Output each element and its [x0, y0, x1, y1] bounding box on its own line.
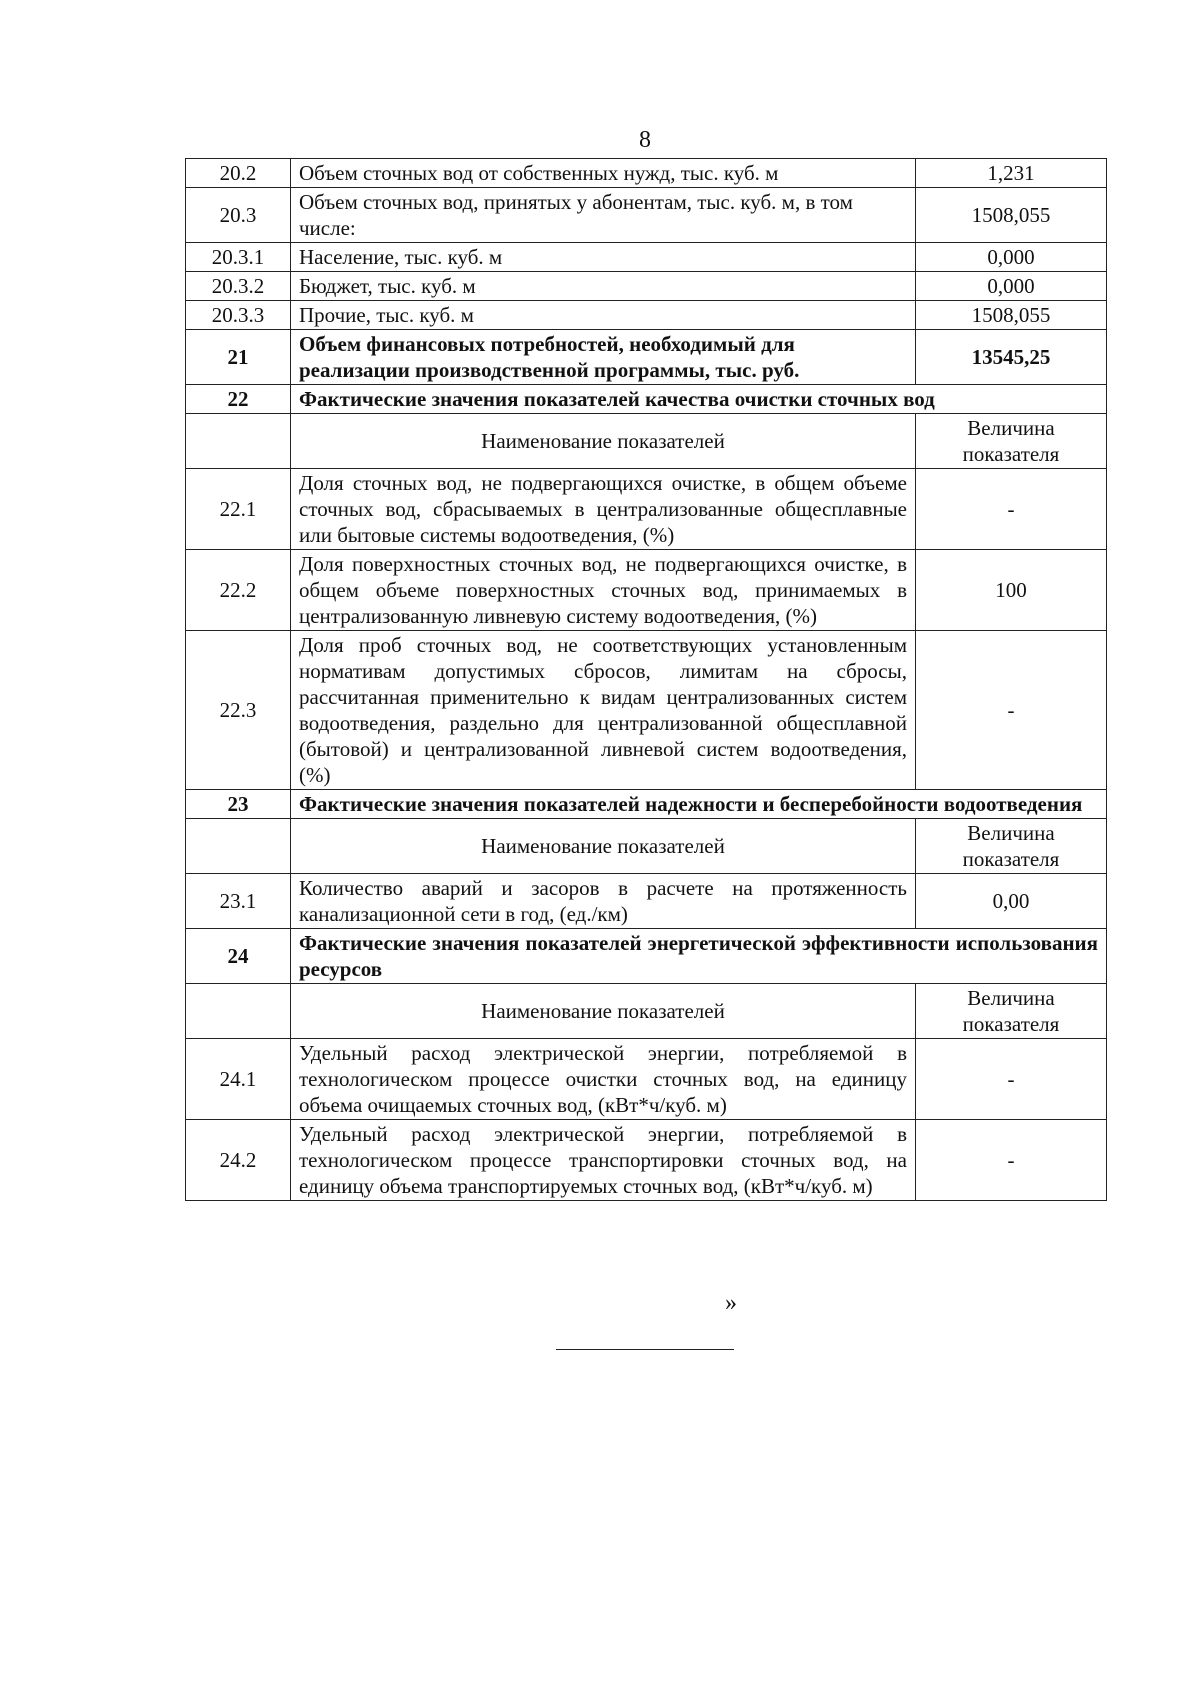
table-row [186, 272, 1107, 301]
row-number: 22.1 [186, 469, 291, 550]
column-header-row [186, 414, 1107, 469]
row-value: - [916, 469, 1107, 550]
table-row [186, 330, 1107, 385]
row-number: 20.3.2 [186, 272, 291, 301]
closing-quote: » [725, 1290, 737, 1316]
table-row [186, 469, 1107, 550]
row-name: Прочие, тыс. куб. м [291, 301, 916, 330]
row-number: 22.2 [186, 550, 291, 631]
row-value: 0,000 [916, 272, 1107, 301]
row-value: - [916, 1120, 1107, 1201]
row-number: 22.3 [186, 631, 291, 790]
row-number: 23.1 [186, 874, 291, 929]
column-header-row [186, 984, 1107, 1039]
value-column-header: Величина показателя [916, 984, 1107, 1039]
row-value: 13545,25 [916, 330, 1107, 385]
table-row [186, 1120, 1107, 1201]
row-value: 0,000 [916, 243, 1107, 272]
row-name: Объем сточных вод, принятых у абонентам, тыс. куб. м, в том числе: [291, 188, 916, 243]
row-number: 20.3 [186, 188, 291, 243]
section-heading-row [186, 790, 1107, 819]
indicators-table [185, 158, 1107, 1201]
row-number: 24.2 [186, 1120, 291, 1201]
table-row [186, 159, 1107, 188]
name-column-header: Наименование показателей [291, 414, 916, 469]
row-value: - [916, 1039, 1107, 1120]
row-value: 1508,055 [916, 188, 1107, 243]
section-heading: Фактические значения показателей качества очистки сточных вод [291, 385, 1107, 414]
empty-cell [186, 984, 291, 1039]
row-name: Объем финансовых потребностей, необходимый для реализации производственной программы, тыс. руб. [291, 330, 916, 385]
value-column-header: Величина показателя [916, 819, 1107, 874]
name-column-header: Наименование показателей [291, 819, 916, 874]
row-name: Удельный расход электрической энергии, потребляемой в технологическом процессе транспортировки сточных вод, на единицу объема транспортируемых сточных вод, (кВт*ч/куб. м) [291, 1120, 916, 1201]
row-name: Доля поверхностных сточных вод, не подвергающихся очистке, в общем объеме поверхностных сточных вод, принимаемых в централизованную ливневую систему водоотведения, (%) [291, 550, 916, 631]
section-heading-row [186, 929, 1107, 984]
row-value: 100 [916, 550, 1107, 631]
section-number: 23 [186, 790, 291, 819]
row-value: 1508,055 [916, 301, 1107, 330]
table-row [186, 874, 1107, 929]
empty-cell [186, 819, 291, 874]
row-name: Бюджет, тыс. куб. м [291, 272, 916, 301]
row-name: Объем сточных вод от собственных нужд, тыс. куб. м [291, 159, 916, 188]
table-row [186, 188, 1107, 243]
table-row [186, 1039, 1107, 1120]
row-value: 1,231 [916, 159, 1107, 188]
table-row [186, 301, 1107, 330]
row-name: Доля проб сточных вод, не соответствующих установленным нормативам допустимых сбросов, лимитам на сбросы, рассчитанная применительно к видам централизованных систем водоотведения, раздельно для централизованной общесплавной (бытовой) и централизованной ливневой систем водоотведения, (%) [291, 631, 916, 790]
row-name: Количество аварий и засоров в расчете на протяженность канализационной сети в год, (ед./км) [291, 874, 916, 929]
row-value: - [916, 631, 1107, 790]
row-number: 21 [186, 330, 291, 385]
section-heading: Фактические значения показателей энергетической эффективности использования ресурсов [291, 929, 1107, 984]
empty-cell [186, 414, 291, 469]
table-row [186, 243, 1107, 272]
page-number: 8 [639, 127, 651, 153]
value-column-header: Величина показателя [916, 414, 1107, 469]
section-number: 22 [186, 385, 291, 414]
row-number: 20.3.1 [186, 243, 291, 272]
section-number: 24 [186, 929, 291, 984]
row-number: 20.2 [186, 159, 291, 188]
row-number: 24.1 [186, 1039, 291, 1120]
row-number: 20.3.3 [186, 301, 291, 330]
row-name: Население, тыс. куб. м [291, 243, 916, 272]
section-heading: Фактические значения показателей надежности и бесперебойности водоотведения [291, 790, 1107, 819]
section-heading-row [186, 385, 1107, 414]
column-header-row [186, 819, 1107, 874]
name-column-header: Наименование показателей [291, 984, 916, 1039]
row-value: 0,00 [916, 874, 1107, 929]
signature-line [556, 1349, 734, 1350]
table-row [186, 631, 1107, 790]
row-name: Удельный расход электрической энергии, потребляемой в технологическом процессе очистки сточных вод, на единицу объема очищаемых сточных вод, (кВт*ч/куб. м) [291, 1039, 916, 1120]
row-name: Доля сточных вод, не подвергающихся очистке, в общем объеме сточных вод, сбрасываемых в централизованные общесплавные или бытовые системы водоотведения, (%) [291, 469, 916, 550]
table-row [186, 550, 1107, 631]
